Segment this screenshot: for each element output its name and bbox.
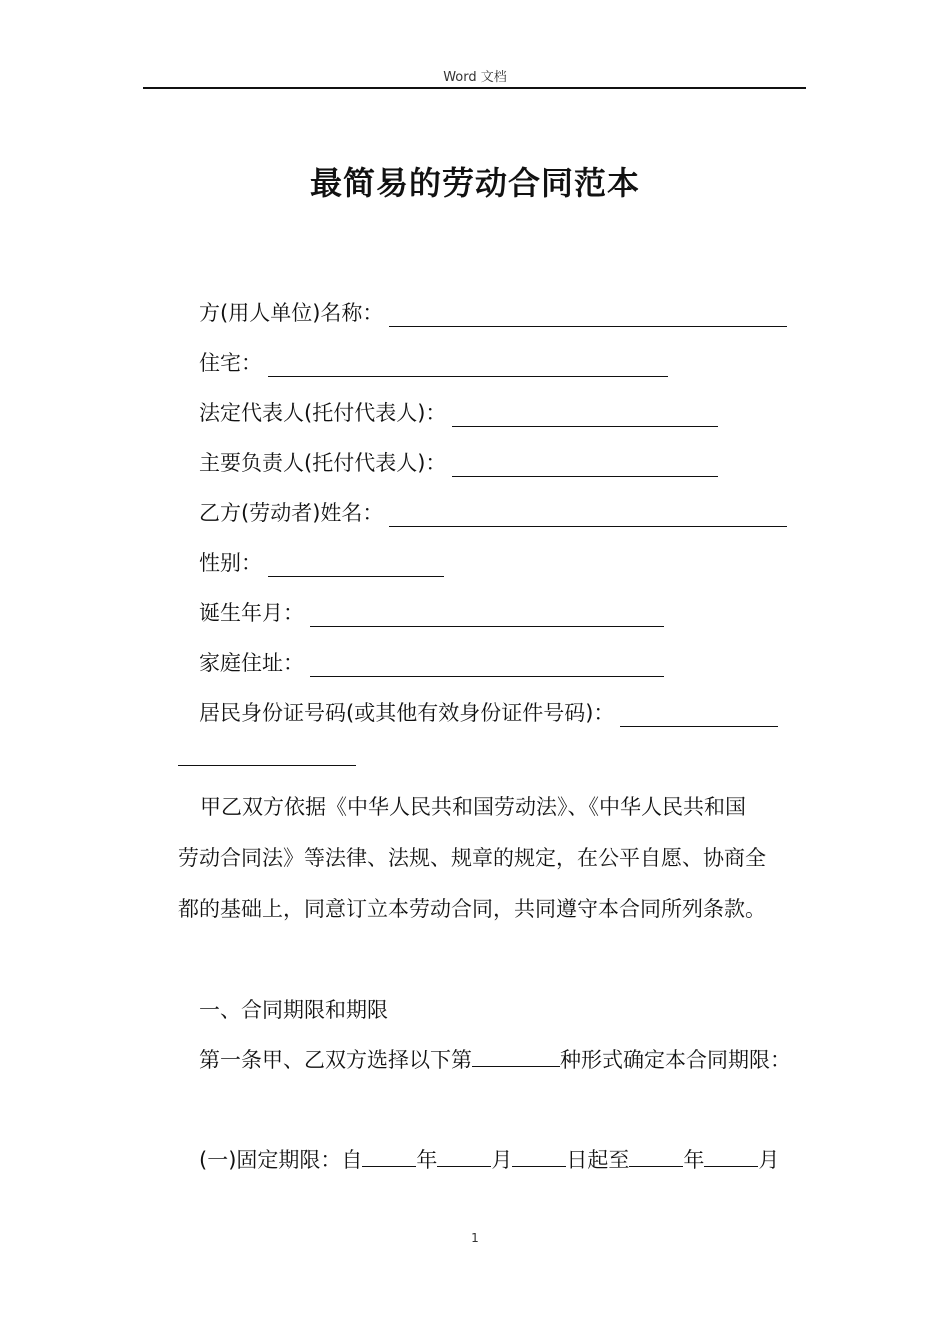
fixed-term-label: (一)固定期限：自 [199, 1148, 363, 1172]
page-header: Word 文档 [443, 70, 507, 85]
field-label: 住宅： [199, 351, 262, 375]
paragraph-line: 甲乙双方依据《中华人民共和国劳动法》、《中华人民共和国 [200, 795, 746, 819]
fill-blank [389, 502, 787, 527]
fill-blank [629, 1146, 683, 1167]
fill-blank [268, 352, 668, 377]
section-heading: 一、合同期限和期限 [199, 998, 388, 1022]
field-label: 居民身份证号码(或其他有效身份证件号码)： [199, 701, 615, 725]
unit-day-from: 日起至 [566, 1148, 630, 1172]
unit-year: 年 [416, 1148, 438, 1172]
fill-blank [452, 402, 718, 427]
fill-blank [472, 1046, 560, 1067]
article-text: 第一条甲、乙双方选择以下第 [199, 1048, 472, 1072]
fill-blank [452, 452, 718, 477]
field-employer-name [199, 297, 787, 327]
intro-paragraph [178, 782, 808, 935]
paragraph-line: 劳动合同法》等法律、法规、规章的规定，在公平自愿、协商全 [178, 846, 766, 870]
field-label: 性别： [199, 551, 262, 575]
field-gender [199, 547, 444, 577]
fill-blank [268, 552, 444, 577]
fill-blank [704, 1146, 758, 1167]
field-employee-name [199, 497, 787, 527]
field-label: 法定代表人(托付代表人)： [199, 401, 447, 425]
fixed-term-line [199, 1144, 779, 1174]
unit-month: 月 [491, 1148, 513, 1172]
field-label: 主要负责人(托付代表人)： [199, 451, 447, 475]
unit-year: 年 [683, 1148, 705, 1172]
field-label: 家庭住址： [199, 651, 304, 675]
fill-blank [310, 602, 664, 627]
fill-blank [310, 652, 664, 677]
field-birth-date [199, 597, 664, 627]
fill-blank [512, 1146, 566, 1167]
field-label: 诞生年月： [199, 601, 304, 625]
unit-month: 月 [758, 1148, 780, 1172]
article-text: 种形式确定本合同期限： [560, 1048, 791, 1072]
paragraph-line: 都的基础上，同意订立本劳动合同，共同遵守本合同所列条款。 [178, 897, 766, 921]
fill-blank [437, 1146, 491, 1167]
field-residence [199, 347, 668, 377]
field-id-number [199, 697, 778, 727]
field-label: 乙方(劳动者)姓名： [199, 501, 384, 525]
article-1 [199, 1044, 791, 1074]
field-legal-representative [199, 397, 718, 427]
field-label: 方(用人单位)名称： [199, 301, 384, 325]
page-number: 1 [471, 1231, 479, 1245]
fill-blank [620, 702, 778, 727]
field-principal [199, 447, 718, 477]
field-home-address [199, 647, 664, 677]
document-title: 最简易的劳动合同范本 [309, 164, 640, 202]
fill-blank [362, 1146, 416, 1167]
header-divider [143, 87, 806, 89]
fill-blank [389, 302, 787, 327]
fill-blank-continued [178, 765, 356, 766]
